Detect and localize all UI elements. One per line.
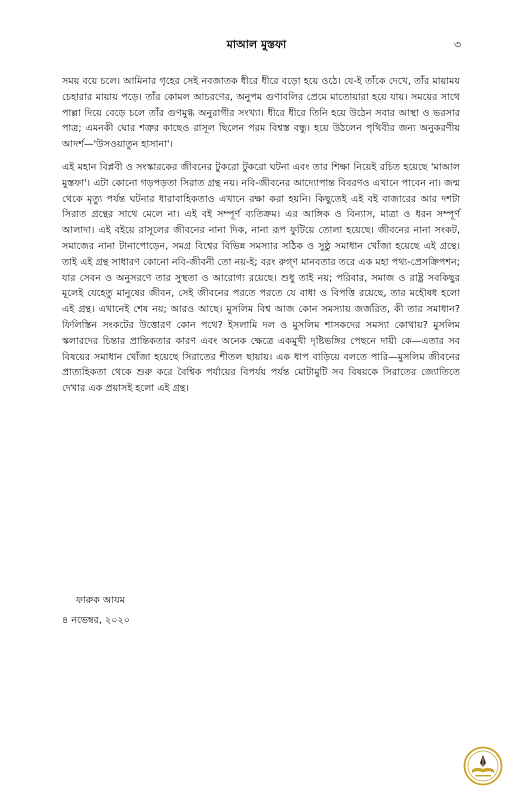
author-name: ফারুক আযম [76, 595, 125, 606]
book-pen-emblem-icon [463, 746, 503, 786]
signature-date: ৪ নভেম্বর, ২০২০ [62, 615, 130, 626]
signature-block [62, 593, 130, 629]
paragraph-1: সময় বয়ে চলে। আমিনার গৃহের সেই নবজাতক ধীরে ধীরে বড়ো হয়ে ওঠে। যে-ই তাঁকে দেখে, তাঁর মায়াময় চেহারার মায়ায় পড়ে। তাঁর কোমল আচরণের, অনুপম গুণাবলির প্রেমে মাতোয়ারা হয়ে যায়। সময়ের সাথে পাল্লা দিয়ে বেড়ে চলে তাঁর গুণমুগ্ধ অনুরাগীর সংখ্যা। ধীরে ধীরে তিনি হয়ে উঠেন সবার আস্থা ও ভরসার পাত্র; এমনকী ঘোর শত্রুর কাছেও রাসূল ছিলেন পরম বিশ্বস্ত বন্ধু। হয়ে উঠলেন পৃথিবীর জন্য অনুকরণীয় আদর্শ—'উসওয়াতুন হাসানা'। [62, 76, 460, 151]
body-text [62, 74, 460, 404]
running-header-title: মাআল মুস্তফা [226, 38, 287, 51]
page-number: ৩ [453, 38, 461, 51]
paragraph-2: এই মহান বিপ্লবী ও সংস্কারকের জীবনের টুকরো টুকরো ঘটনা এবং তার শিক্ষা নিয়েই রচিত হয়েছে 'মাআল মুস্তফা'। এটা কোনো গড়পড়তা সিরাত গ্রন্থ নয়। নবি-জীবনের আদ্যোপান্ত বিবরণও এখানে পাবেন না। জন্ম থেকে মৃত্যু পর্যন্ত ঘটনার ধারাবাহিকতাও এখানে রক্ষা করা হয়নি। কিছুতেই এই বই বাজারের আর দশটা সিরাত গ্রন্থের সাথে মেলে না। এই বই সম্পূর্ণ ব্যতিক্রম। এর আঙ্গিক ও বিন্যাস, মাত্রা ও ধরন সম্পূর্ণ আলাদা। এই বইয়ে রাসূলের জীবনের নানা দিক, নানা রূপ ফুটিয়ে তোলা হয়েছে। জীবনের নানা সংকট, সমাজের নানা টানাপোড়েন, সমগ্র বিশ্বের বিভিন্ন সমস্যার সঠিক ও সুষ্ঠু সমাধান খোঁজা হয়েছে এই গ্রন্থে। তাই এই গ্রন্থ সাধারণ কোনো নবি-জীবনী তো নয়-ই; বরং রুগ্ণ মানবতার তরে এক মহা পথ্য-প্রেসক্রিপশন; যার সেবন ও অনুসরণে তার সুস্থতা ও আরোগ্য রয়েছে। শুধু তাই নয়; পরিবার, সমাজ ও রাষ্ট্র সবকিছুর মূলেই যেহেতু মানুষের জীবন, সেই জীবনের পরতে পরতে যে বাধা ও বিপত্তি রয়েছে, তার মহৌষধ হলো এই গ্রন্থ। এখানেই শেষ নয়; আরও আছে। মুসলিম বিশ্ব আজ কোন সমস্যায় জর্জরিত, কী তার সমাধান? ফিলিস্তিন সংকটের উত্তোরণ কোন পথে? ইসলামি দল ও মুসলিম শাসকদের সমস্যা কোথায়? মুসলিম স্কলারদের চিন্তার প্রান্তিকতার কারণ এবং অনেক ক্ষেত্রে একমুখী দৃষ্টিভঙ্গির পেছনে দায়ী কে—এতার সব বিষয়ের সমাধান খোঁজা হয়েছে সিরাতের শীতল ছায়ায়। এক ধাপ বাড়িয়ে বলতে পারি—মুসলিম জীবনের প্রাত্যহিকতা থেকে শুরু করে বৈশ্বিক পর্যায়ের বিপর্যয় পর্যন্ত মোটামুটি সব বিষয়কে সিরাতের জ্যোতিতে দেখার এক প্রয়াসই হলো এই গ্রন্থ। [62, 161, 460, 395]
